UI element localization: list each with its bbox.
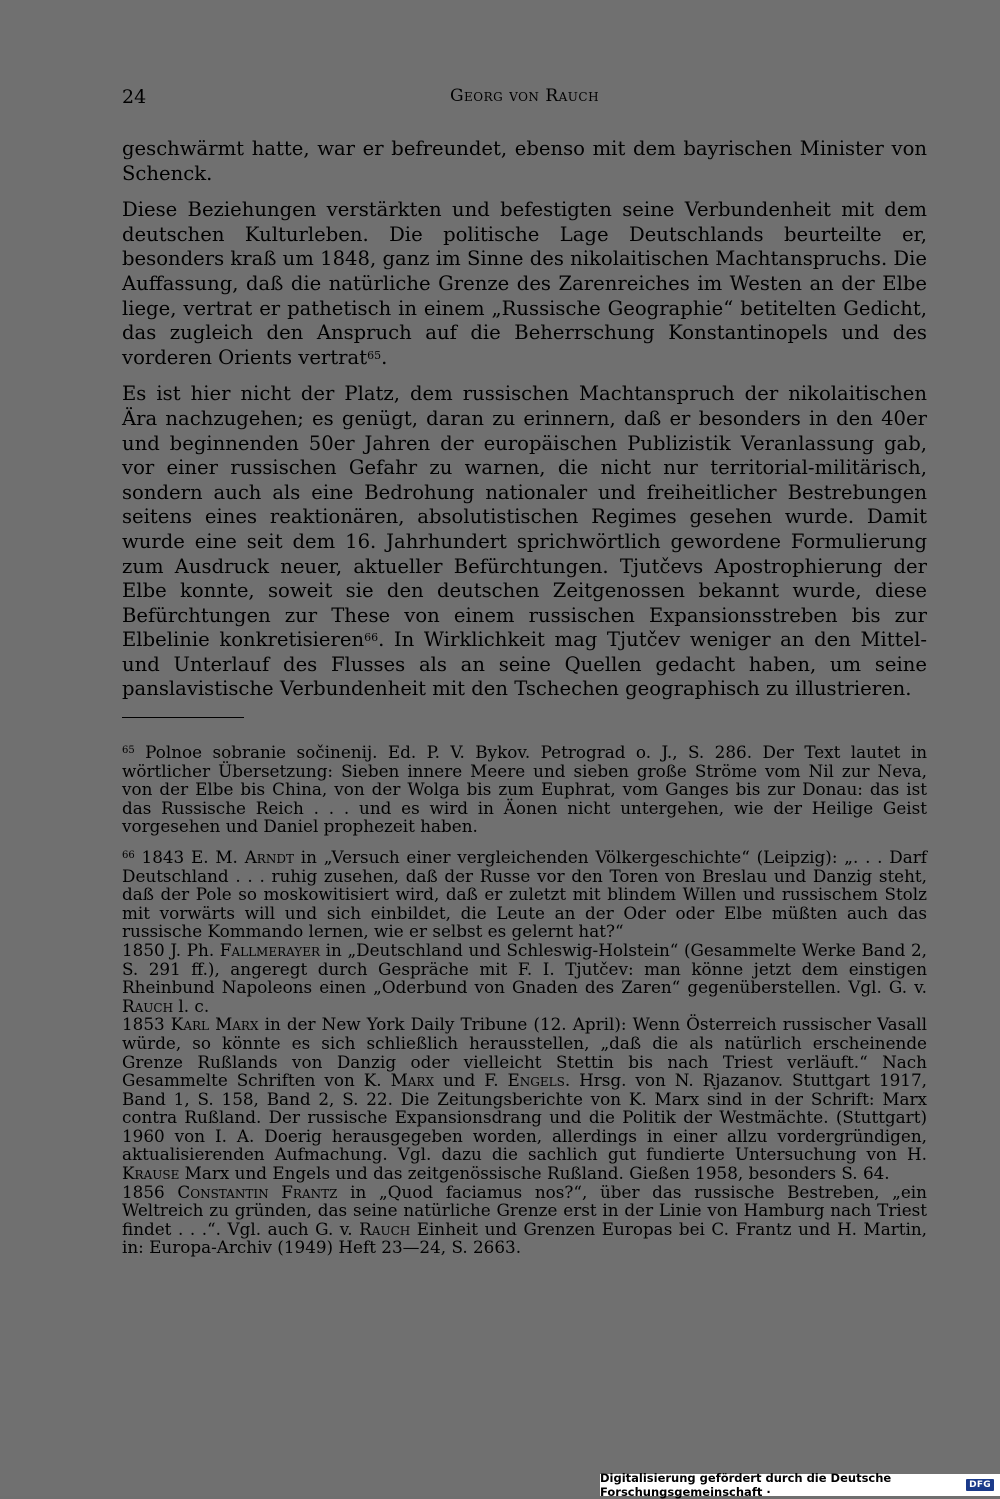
main-text xyxy=(122,137,927,714)
footnote-66-entry-1853: 1853 Karl Marx in der New York Daily Tribune (12. April): Wenn Österreich russischer Vasall würde, so könnte es sich schließlich herausstellen, „daß die als natürlich erscheinende Grenze Rußlands von Danzig oder vielleicht Stettin bis nach Triest verläuft.“ Nach Gesammelte Schriften von K. Marx und F. Engels. Hrsg. von N. Rjazanov. Stuttgart 1917, Band 1, S. 158, Band 2, S. 22. Die Zeitungsberichte von K. Marx sind in der Schrift: Marx contra Rußland. Der russische Expansionsdrang und die Politik der Westmächte. (Stuttgart) 1960 von I. A. Doerig herausgegeben worden, allerdings in einer allzu vordergründigen, aktualisierenden Aufmachung. Vgl. dazu die sachlich gut fundierte Untersuchung von H. Krause Marx und Engels und das zeitgenössische Rußland. Gießen 1958, besonders S. 64. xyxy=(122,1014,928,1184)
digitization-credit-bar xyxy=(600,1471,1000,1499)
page-number: 24 xyxy=(122,86,147,108)
paragraph-2: Diese Beziehungen verstärkten und befestigten seine Verbundenheit mit dem deutschen Kulturleben. Die politische Lage Deutschlands beurteilte er, besonders kraß um 1848, ganz im Sinne des nikolaitischen Machtanspruchs. Die Auffassung, daß die natürliche Grenze des Zarenreiches im Westen an der Elbe liege, vertrat er pathetisch in einem „Russische Geographie“ betitelten Gedicht, das zugleich den Anspruch auf die Beherrschung Konstantinopels und des vorderen Orients vertrat$^{65}$. xyxy=(122,198,927,369)
footnote-mark-66: 66 xyxy=(122,849,135,861)
footnote-ref-65[interactable]: 65 xyxy=(367,348,382,362)
author-name: Rauch xyxy=(359,1218,411,1239)
digitization-credit: Digitalisierung gefördert durch die Deutsche Forschungsgemeinschaft · xyxy=(600,1471,892,1499)
author-name: Rauch xyxy=(122,995,174,1016)
footnote-ref-66[interactable]: 66 xyxy=(364,631,379,645)
dfg-logo: DFG xyxy=(966,1479,994,1491)
author-name: Arndt xyxy=(244,846,294,867)
running-head: Georg von Rauch xyxy=(449,86,600,106)
author-name: Engels xyxy=(507,1070,565,1091)
author-name: Marx xyxy=(390,1070,434,1091)
footnote-66-entry-1850: 1850 J. Ph. Fallmerayer in „Deutschland und Schleswig-Holstein“ (Gesammelte Werke Band 2, S. 291 ff.), angeregt durch Gespräche mit F. I. Tjutčev: man könne jetzt dem einstigen Rheinbund Napoleons einen „Oderbund von Gnaden des Zaren“ gegenüberstellen. Vgl. G. v. Rauch l. c. xyxy=(122,939,928,1016)
author-name: Karl Marx xyxy=(170,1014,259,1035)
footnote-divider xyxy=(122,717,244,718)
author-name: Fallmerayer xyxy=(219,939,321,960)
footnote-66-entry-1856: 1856 Constantin Frantz in „Quod faciamus nos?“, über das russische Bestreben, „ein Weltreich zu gründen, das seine natürliche Grenze erst in der Linie von Hamburg nach Triest findet . . .“. Vgl. auch G. v. Rauch Einheit und Grenzen Europas bei C. Frantz und H. Martin, in: Europa-Archiv (1949) Heft 23—24, S. 2663. xyxy=(122,1181,927,1258)
page-header xyxy=(122,86,927,116)
author-name: Constantin Frantz xyxy=(177,1181,338,1202)
footnotes xyxy=(122,743,927,1257)
footnote-66-entry-1843: $^{66}$ 1843 E. M. Arndt in „Versuch einer vergleichenden Völkergeschichte“ (Leipzig): „. . . Darf Deutschland . . . ruhig zusehen, daß der Russe vor den Toren von Breslau und Danzig steht, daß der Pole so moskowitisiert wird, daß er zuletzt mit blindem Willen und russischem Stolz mit vorwärts will und sich einbildet, die Leute an der Oder oder Elbe müßten auch das russische Kommando lernen, wie er selbst es gelernt hat?“ xyxy=(122,846,927,942)
author-name: Krause xyxy=(122,1163,180,1184)
footnote-65: $^{65}$ Polnoe sobranie sočinenij. Ed. P. V. Bykov. Petrograd o. J., S. 286. Der Text lautet in wörtlicher Übersetzung: Sieben innere Meere und sieben große Ströme vom Nil zur Neva, von der Elbe bis China, von der Wolga bis zum Euphrat, vom Ganges bis zur Donau: das ist das Russische Reich . . . und es wird in Äonen nicht untergehen, wie der Heilige Geist vorgesehen und Daniel prophezeit haben. xyxy=(122,742,927,837)
footnote-mark-65: 65 xyxy=(122,745,135,756)
paragraph-3: Es ist hier nicht der Platz, dem russischen Machtanspruch der nikolaitischen Ära nachzugehen; es genügt, daran zu erinnern, daß er besonders in den 40er und beginnenden 50er Jahren der europäischen Publizistik Veranlassung gab, vor einer russischen Gefahr zu warnen, die nicht nur territorial-militärisch, sondern auch als eine Bedrohung nationaler und freiheitlicher Bestrebungen seitens eines reaktionären, absolutistischen Regimes gesehen wurde. Damit wurde eine seit dem 16. Jahrhundert sprichwörtlich gewordene Formulierung zum Ausdruck neuer, aktueller Befürchtungen. Tjutčevs Apostrophierung der Elbe konnte, soweit sie den deutschen Zeitgenossen bekannt wurde, diese Befürchtungen zur These von einem russischen Expansionsstreben bis zur Elbelinie konkretisieren$^{66}$. In Wirklichkeit mag Tjutčev weniger an den Mittel- und Unterlauf des Flusses als an seine Quellen gedacht haben, um seine panslavistische Verbundenheit mit den Tschechen geographisch zu illustrieren. xyxy=(122,382,927,701)
paragraph-1: geschwärmt hatte, war er befreundet, ebenso mit dem bayrischen Minister von Schenck. xyxy=(122,137,927,185)
